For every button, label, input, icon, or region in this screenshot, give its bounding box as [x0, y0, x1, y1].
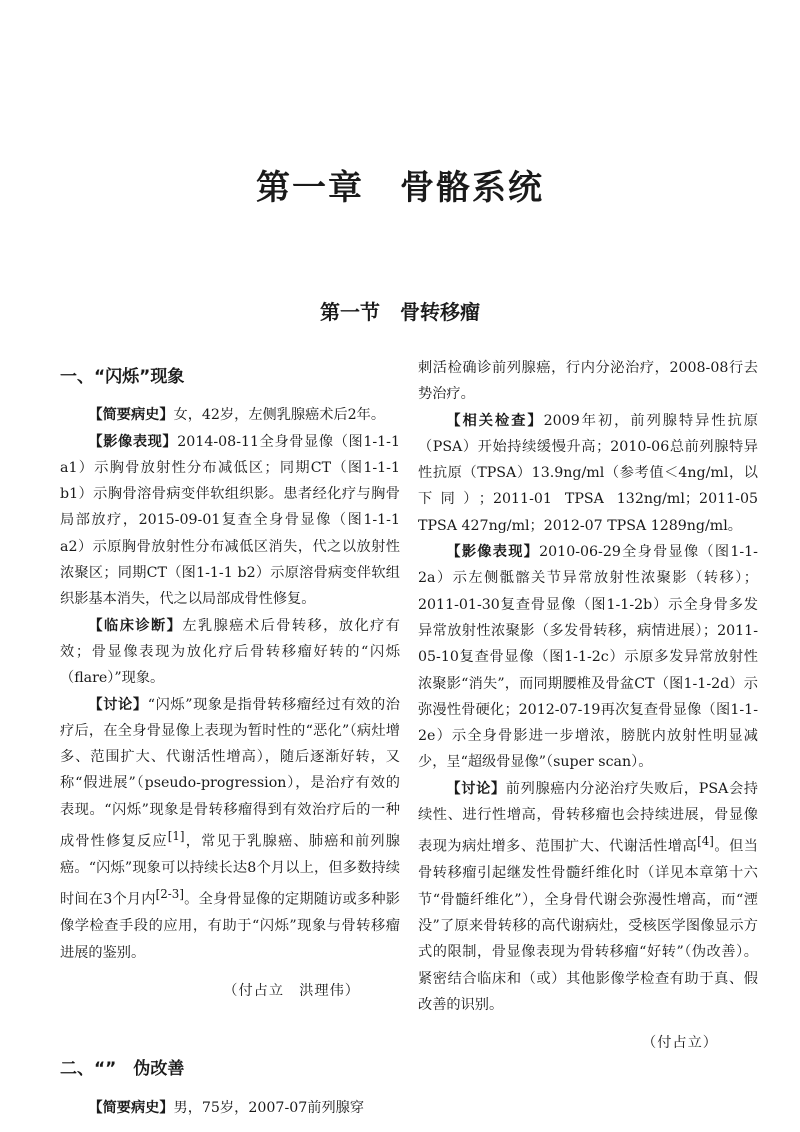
part2-exam [418, 408, 758, 539]
part2-discussion [418, 776, 758, 1018]
imaging-text: 2014-08-11全身骨显像（图1-1-1 a1）示胸骨放射性分布减低区；同期CT（图1-1-1 b1）示胸骨溶骨病变伴软组织影。患者经化疗与胸骨局部放疗，2015-09-01复查全身骨显像（图1-1-1 a2）示原胸骨放射性分布减低区消失，代之以放射性浓聚区；同期CT（图1-1-1 b2）示原溶骨病变伴软组织影基本消失，代之以局部成骨性修复。 [60, 433, 400, 608]
imaging-tag: 【影像表现】 [88, 433, 178, 450]
part2-history-continued: 刺活检确诊前列腺癌，行内分泌治疗，2008-08行去势治疗。 [418, 360, 758, 403]
diagnosis-tag: 【临床诊断】 [88, 617, 183, 634]
reference-mark: [1] [167, 829, 185, 844]
exam-text: 2009年初，前列腺特异性抗原（PSA）开始持续缓慢升高；2010-06总前列腺特异性抗原（TPSA）13.9ng/ml（参考值＜4ng/ml，以下同）；2011-01 TPSA 132ng/ml；2011-05 TPSA 427ng/ml；2012-07 TPSA 1289ng/ml。 [418, 412, 758, 534]
part2-history-start [60, 1095, 400, 1121]
history-text: 男，75岁，2007-07前列腺穿 [173, 1099, 365, 1116]
reference-mark: [2-3] [155, 887, 184, 902]
part2-signature: （付占立） [642, 1035, 718, 1052]
part1-diagnosis [60, 613, 400, 692]
chapter-title: 第一章 骨骼系统 [256, 168, 544, 208]
history-text: 女，42岁，左侧乳腺癌术后2年。 [173, 407, 386, 424]
left-column [60, 364, 400, 1121]
part2-imaging [418, 539, 758, 776]
imaging-text: 2010-06-29全身骨显像（图1-1-2a）示左侧骶髂关节异常放射性浓聚影（转移）；2011-01-30复查骨显像（图1-1-2b）示全身骨多发异常放射性浓聚影（多发骨转移，病情进展）；2011-05-10复查骨显像（图1-1-2c）示原多发异常放射性浓聚影“消失”，而同期腰椎及骨盆CT（图1-1-2d）示弥漫性骨硬化；2012-07-19再次复查骨显像（图1-1-2e）示全身骨影进一步增浓，膀胱内放射性明显减少，呈“超级骨显像”（super scan）。 [418, 544, 758, 771]
diagnosis-text: 左乳腺癌术后骨转移，放化疗有效；骨显像表现为放化疗后骨转移瘤好转的“闪烁（flare）”现象。 [60, 617, 400, 687]
discussion-tag: 【讨论】 [88, 696, 148, 713]
part1-signature: （付占立 洪理伟） [223, 983, 360, 999]
history-tag: 【简要病史】 [88, 1099, 174, 1116]
discussion-text: 前列腺癌内分泌治疗失败后，PSA会持续性、进行性增高，骨转移瘤也会持续进展，骨显像表现为病灶增多、范围扩大、代谢活性增高 [418, 780, 758, 856]
part1-imaging [60, 429, 400, 613]
reference-mark: [4] [697, 834, 714, 849]
part2-heading: 二、“” 伪改善 [60, 1059, 185, 1080]
right-column [418, 355, 758, 1056]
exam-tag: 【相关检查】 [446, 412, 544, 429]
discussion-text: “闪烁”现象是指骨转移瘤经过有效的治疗后，在全身骨显像上表现为暂时性的“恶化”（病灶增多、范围扩大、代谢活性增高），随后逐渐好转，又称“假进展”（pseudo-progression），是治疗有效的表现。“闪烁”现象是骨转移瘤得到有效治疗后的一种成骨性修复反应 [60, 696, 400, 850]
discussion-text: 。全身骨显像的定期随访或多种影像学检查手段的应用，有助于“闪烁”现象与骨转移瘤进展的鉴别。 [60, 892, 400, 961]
part1-heading: 一、“闪烁”现象 [60, 367, 185, 387]
discussion-tag: 【讨论】 [446, 780, 506, 797]
imaging-tag: 【影像表现】 [446, 544, 540, 561]
discussion-text: 。但当骨转移瘤引起继发性骨髓纤维化时（详见本章第十六节“骨髓纤维化”），全身骨代谢会弥漫性增高，而“湮没”了原来骨转移的高代谢病灶，受核医学图像显示方式的限制，骨显像表现为骨转移瘤“好转”（伪改善）。紧密结合临床和（或）其他影像学检查有助于真、假改善的识别。 [418, 839, 758, 1013]
section-title: 第一节 骨转移瘤 [320, 300, 480, 324]
discussion-text: ，常见于乳腺癌、肺癌和前列腺癌。“闪烁”现象可以持续长达8个月以上，但多数持续时间在3个月内 [60, 833, 400, 909]
part1-discussion [60, 692, 400, 966]
part1-history [60, 402, 400, 428]
history-tag: 【简要病史】 [88, 407, 174, 424]
